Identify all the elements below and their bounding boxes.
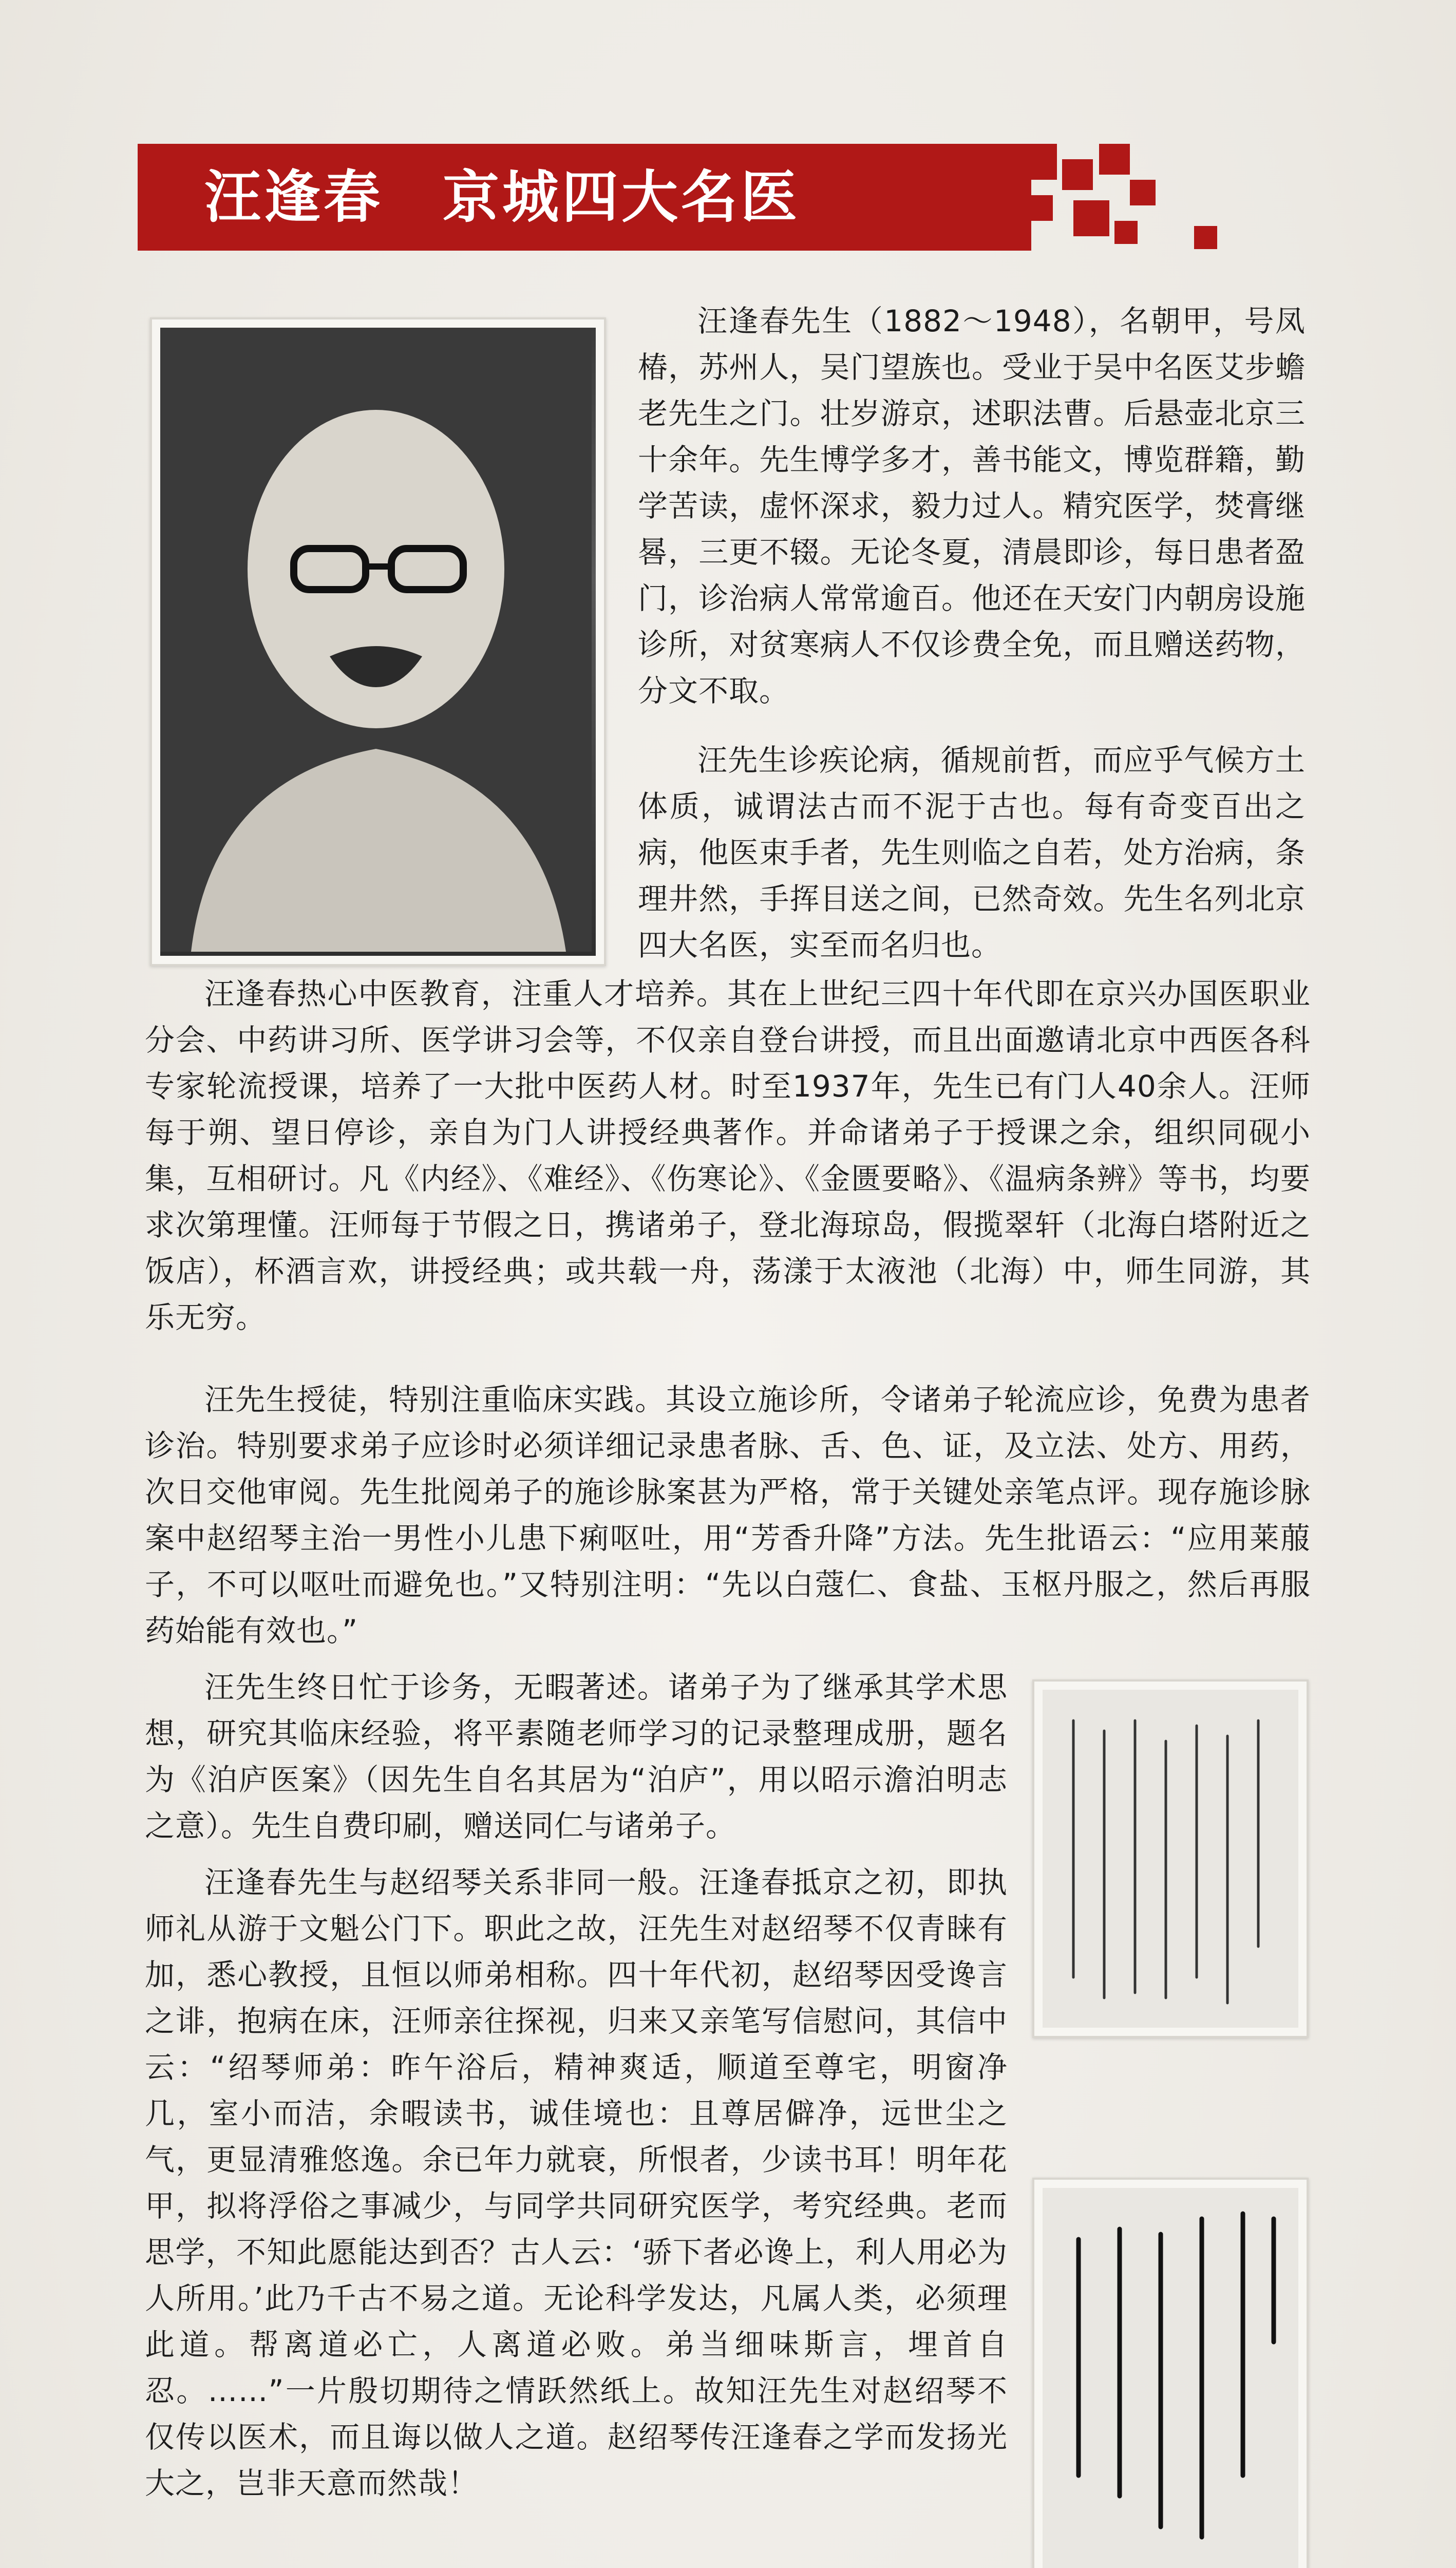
article-paragraph-3: 汪逢春热心中医教育，注重人才培养。其在上世纪三四十年代即在京兴办国医职业分会、中药讲习所、医学讲习会等，不仅亲自登台讲授，而且出面邀请北京中西医各科专家轮流授课，培养了一大批中医药人材。时至1937年，先生已有门人40余人。汪师每于朔、望日停诊，亲自为门人讲授经典著作。并命诸弟子于授课之余，组织同砚小集，互相研讨。凡《内经》、《难经》、《伤寒论》、《金匮要略》、《温病条辨》等书，均要求次第理懂。汪师每于节假之日，携诸弟子，登北海琼岛，假揽翠轩（北海白塔附近之饭店），杯酒言欢，讲授经典；或共载一舟，荡漾于太液池（北海）中，师生同游，其乐无穷。 <box>145 976 1311 1335</box>
article-paragraph-4: 汪先生授徒，特别注重临床实践。其设立施诊所，令诸弟子轮流应诊，免费为患者诊治。特别要求弟子应诊时必须详细记录患者脉、舌、色、证，及立法、处方、用药，次日交他审阅。先生批阅弟子的施诊脉案甚为严格，常于关键处亲笔点评。现存施诊脉案中赵绍琴主治一男性小儿患下痢呕吐，用“芳香升降”方法。先生批语云：“应用莱菔子，不可以呕吐而避免也。”又特别注明：“先以白蔻仁、食盐、玉枢丹服之，然后再服药始能有效也。” <box>145 1382 1311 1648</box>
article-paragraph-2: 汪先生诊疾论病，循规前哲，而应乎气候方土体质，诚谓法古而不泥于古也。每有奇变百出之病，他医束手者，先生则临之自若，处方治病，条理井然，手挥目送之间，已然奇效。先生名列北京四大名医，实至而名归也。 <box>638 743 1306 962</box>
portrait-image <box>160 328 596 956</box>
decor-square <box>1062 159 1093 190</box>
handwriting-illustration <box>1043 1690 1294 2024</box>
manuscript-image-1 <box>1032 1679 1309 2038</box>
portrait-illustration <box>160 328 592 952</box>
article-paragraph-5: 汪先生终日忙于诊务，无暇著述。诸弟子为了继承其学术思想，研究其临床经验，将平素随老师学习的记录整理成册，题名为《泊庐医案》（因先生自名其居为“泊庐”，用以昭示澹泊明志之意）。先生自费印刷，赠送同仁与诸弟子。 <box>145 1670 1008 1843</box>
handwriting-illustration <box>1043 2188 1294 2568</box>
page-title: 汪逢春 京城四大名医 <box>204 164 800 230</box>
article-paragraph-6: 汪逢春先生与赵绍琴关系非同一般。汪逢春抵京之初，即执师礼从游于文魁公门下。职此之故，汪先生对赵绍琴不仅青睐有加，悉心教授，且恒以师弟相称。四十年代初，赵绍琴因受谗言之诽，抱病在床，汪师亲往探视，归来又亲笔写信慰问，其信中云：“绍琴师弟：昨午浴后，精神爽适，顺道至尊宅，明窗净几，室小而洁，余暇读书，诚佳境也：且尊居僻净，远世尘之气，更显清雅悠逸。余已年力就衰，所恨者，少读书耳！明年花甲，拟将浮俗之事减少，与同学共同研究医学，考究经典。老而思学，不知此愿能达到否？古人云：‘骄下者必谗上，利人用必为人所用。’此乃千古不易之道。无论科学发达，凡属人类，必须理此道。帮离道必亡，人离道必败。弟当细味斯言，埋首自忍。……”一片殷切期待之情跃然纸上。故知汪先生对赵绍琴不仅传以医术，而且诲以做人之道。赵绍琴传汪逢春之学而发扬光大之，岂非天意而然哉！ <box>145 1865 1008 2501</box>
decor-square <box>1027 195 1053 221</box>
manuscript-page-1 <box>1043 1690 1298 2028</box>
decor-square <box>1021 144 1057 180</box>
manuscript-page-2 <box>1043 2188 1298 2568</box>
decor-square <box>1114 221 1138 244</box>
article-paragraph-1: 汪逢春先生（1882～1948），名朝甲，号凤椿，苏州人，吴门望族也。受业于吴中名医艾步蟾老先生之门。壮岁游京，述职法曹。后悬壶北京三十余年。先生博学多才，善书能文，博览群籍，勤学苦读，虚怀深求，毅力过人。精究医学，焚膏继晷，三更不辍。无论冬夏，清晨即诊，每日患者盈门，诊治病人常常逾百。他还在天安门内朝房设施诊所，对贫寒病人不仅诊费全免，而且赠送药物，分文不取。 <box>638 304 1306 708</box>
title-banner <box>138 144 1031 251</box>
decor-square <box>1130 180 1156 205</box>
decor-square <box>1194 226 1217 249</box>
decor-square <box>1099 144 1130 175</box>
manuscript-image-2 <box>1032 2178 1309 2568</box>
decor-square <box>1073 200 1109 236</box>
portrait-photo <box>150 317 606 966</box>
